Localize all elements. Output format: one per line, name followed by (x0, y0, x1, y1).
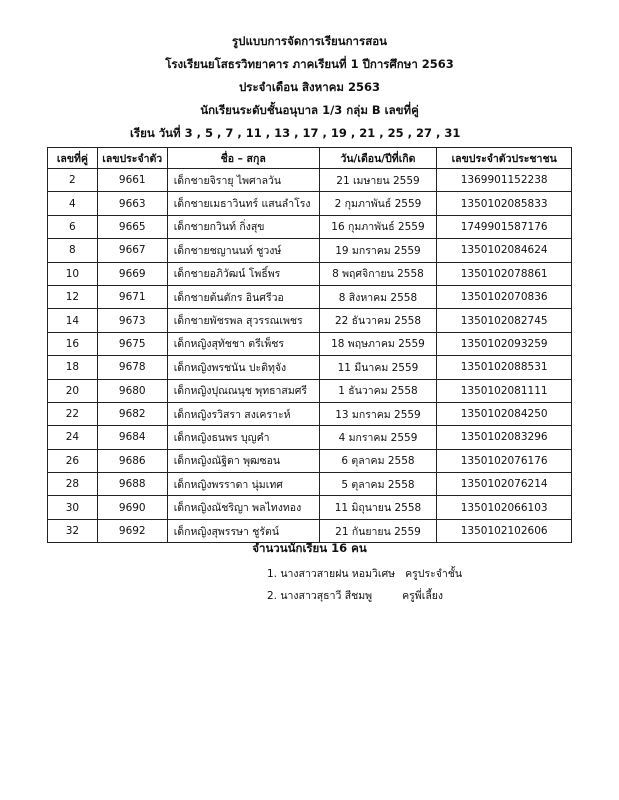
table-row (48, 332, 572, 355)
col-header-citizen-id: เลขประจำตัวประชาชน (437, 148, 572, 169)
study-days-line: เรียน วันที่ 3 , 5 , 7 , 11 , 13 , 17 , 19 , 21 , 25 , 27 , 31 (130, 126, 461, 140)
staff-row (267, 563, 462, 585)
cell-citizen-id: 1350102088531 (437, 356, 572, 379)
cell-citizen-id: 1350102102606 (437, 519, 572, 542)
table-row (48, 449, 572, 472)
cell-even-number: 2 (48, 169, 98, 192)
cell-student-id: 9669 (97, 262, 167, 285)
cell-student-id: 9661 (97, 169, 167, 192)
cell-full-name: เด็กหญิงสุทัชชา ตรีเพ็ชร (167, 332, 319, 355)
cell-full-name: เด็กชายอภิวัฒน์ โพธิ์พร (167, 262, 319, 285)
cell-birth-date: 4 มกราคม 2559 (319, 426, 437, 449)
cell-full-name: เด็กหญิงรวิสรา สงเคราะห์ (167, 402, 319, 425)
cell-even-number: 16 (48, 332, 98, 355)
cell-even-number: 24 (48, 426, 98, 449)
cell-even-number: 14 (48, 309, 98, 332)
cell-citizen-id: 1350102076176 (437, 449, 572, 472)
staff-row (267, 585, 462, 607)
table-row (48, 426, 572, 449)
class-group-line: นักเรียนระดับชั้นอนุบาล 1/3 กลุ่ม B เลขที่คู่ (200, 103, 419, 117)
student-count: จำนวนนักเรียน 16 คน (252, 541, 367, 555)
cell-birth-date: 11 มีนาคม 2559 (319, 356, 437, 379)
cell-citizen-id: 1350102082745 (437, 309, 572, 332)
cell-citizen-id: 1350102093259 (437, 332, 572, 355)
cell-full-name: เด็กหญิงสุพรรษา ชูรัตน์ (167, 519, 319, 542)
cell-full-name: เด็กหญิงพรราดา นุ่มเทศ (167, 473, 319, 496)
cell-full-name: เด็กชายจิรายุ ไพศาลวัน (167, 169, 319, 192)
cell-birth-date: 11 มิถุนายน 2558 (319, 496, 437, 519)
table-row (48, 262, 572, 285)
cell-citizen-id: 1369901152238 (437, 169, 572, 192)
staff-name: 1. นางสาวสายฝน หอมวิเศษ (267, 568, 396, 580)
cell-even-number: 8 (48, 239, 98, 262)
cell-even-number: 30 (48, 496, 98, 519)
cell-citizen-id: 1350102083296 (437, 426, 572, 449)
cell-citizen-id: 1350102066103 (437, 496, 572, 519)
cell-full-name: เด็กชายพัชรพล สุวรรณเพชร (167, 309, 319, 332)
table-row (48, 239, 572, 262)
table-row (48, 356, 572, 379)
table-row (48, 496, 572, 519)
cell-student-id: 9665 (97, 215, 167, 238)
cell-birth-date: 13 มกราคม 2559 (319, 402, 437, 425)
cell-student-id: 9690 (97, 496, 167, 519)
cell-citizen-id: 1350102070836 (437, 285, 572, 308)
cell-full-name: เด็กหญิงณัชริญา พลไทงทอง (167, 496, 319, 519)
cell-even-number: 28 (48, 473, 98, 496)
cell-even-number: 32 (48, 519, 98, 542)
cell-student-id: 9667 (97, 239, 167, 262)
cell-full-name: เด็กชายชญานนท์ ชูวงษ์ (167, 239, 319, 262)
cell-citizen-id: 1350102078861 (437, 262, 572, 285)
cell-student-id: 9675 (97, 332, 167, 355)
staff-name: 2. นางสาวสุธาวี สีชมพู (267, 590, 373, 602)
student-roster-table (47, 147, 572, 543)
table-row (48, 192, 572, 215)
cell-birth-date: 21 เมษายน 2559 (319, 169, 437, 192)
cell-student-id: 9680 (97, 379, 167, 402)
table-row (48, 285, 572, 308)
cell-student-id: 9678 (97, 356, 167, 379)
cell-birth-date: 1 ธันวาคม 2558 (319, 379, 437, 402)
cell-even-number: 22 (48, 402, 98, 425)
staff-role: ครูประจำชั้น (405, 568, 463, 580)
cell-citizen-id: 1350102076214 (437, 473, 572, 496)
cell-full-name: เด็กหญิงปุณณนุช พุทธาสมศรี (167, 379, 319, 402)
cell-even-number: 12 (48, 285, 98, 308)
cell-birth-date: 19 มกราคม 2559 (319, 239, 437, 262)
school-semester-line: โรงเรียนยโสธรวิทยาคาร ภาคเรียนที่ 1 ปีการศึกษา 2563 (165, 57, 454, 71)
cell-full-name: เด็กชายเมธาวินทร์ แสนลำโรง (167, 192, 319, 215)
table-row (48, 473, 572, 496)
table-row (48, 215, 572, 238)
table-row (48, 379, 572, 402)
table-row (48, 309, 572, 332)
cell-birth-date: 21 กันยายน 2559 (319, 519, 437, 542)
table-header-row (48, 148, 572, 169)
cell-citizen-id: 1350102084624 (437, 239, 572, 262)
col-header-student-id: เลขประจำตัว (97, 148, 167, 169)
cell-birth-date: 22 ธันวาคม 2558 (319, 309, 437, 332)
cell-student-id: 9692 (97, 519, 167, 542)
cell-even-number: 10 (48, 262, 98, 285)
cell-full-name: เด็กหญิงธนพร บุญคำ (167, 426, 319, 449)
cell-birth-date: 8 พฤศจิกายน 2558 (319, 262, 437, 285)
cell-student-id: 9686 (97, 449, 167, 472)
month-line: ประจำเดือน สิงหาคม 2563 (239, 80, 380, 94)
table-body (48, 169, 572, 543)
cell-even-number: 6 (48, 215, 98, 238)
cell-student-id: 9682 (97, 402, 167, 425)
document-header (0, 30, 619, 145)
cell-student-id: 9684 (97, 426, 167, 449)
cell-birth-date: 2 กุมภาพันธ์ 2559 (319, 192, 437, 215)
cell-citizen-id: 1749901587176 (437, 215, 572, 238)
cell-full-name: เด็กชายกวินท์ กิ่งสุข (167, 215, 319, 238)
col-header-full-name: ชื่อ – สกุล (167, 148, 319, 169)
cell-birth-date: 5 ตุลาคม 2558 (319, 473, 437, 496)
cell-full-name: เด็กชายต้นตักร อินศรีวอ (167, 285, 319, 308)
cell-citizen-id: 1350102081111 (437, 379, 572, 402)
header-title: รูปแบบการจัดการเรียนการสอน (232, 34, 387, 48)
cell-birth-date: 18 พฤษภาคม 2559 (319, 332, 437, 355)
cell-full-name: เด็กหญิงณัฐิดา พุฒซอน (167, 449, 319, 472)
col-header-birth-date: วัน/เดือน/ปีที่เกิด (319, 148, 437, 169)
cell-student-id: 9663 (97, 192, 167, 215)
table-row (48, 402, 572, 425)
staff-list (267, 563, 462, 607)
cell-student-id: 9671 (97, 285, 167, 308)
table-row (48, 169, 572, 192)
cell-birth-date: 6 ตุลาคม 2558 (319, 449, 437, 472)
cell-even-number: 26 (48, 449, 98, 472)
cell-full-name: เด็กหญิงพรชนัน ปะติทุจัง (167, 356, 319, 379)
cell-even-number: 20 (48, 379, 98, 402)
cell-citizen-id: 1350102085833 (437, 192, 572, 215)
cell-even-number: 18 (48, 356, 98, 379)
cell-student-id: 9688 (97, 473, 167, 496)
staff-role: ครูพี่เลี้ยง (402, 590, 444, 602)
col-header-even-number: เลขที่คู่ (48, 148, 98, 169)
cell-citizen-id: 1350102084250 (437, 402, 572, 425)
cell-birth-date: 16 กุมภาพันธ์ 2559 (319, 215, 437, 238)
cell-even-number: 4 (48, 192, 98, 215)
cell-student-id: 9673 (97, 309, 167, 332)
cell-birth-date: 8 สิงหาคม 2558 (319, 285, 437, 308)
